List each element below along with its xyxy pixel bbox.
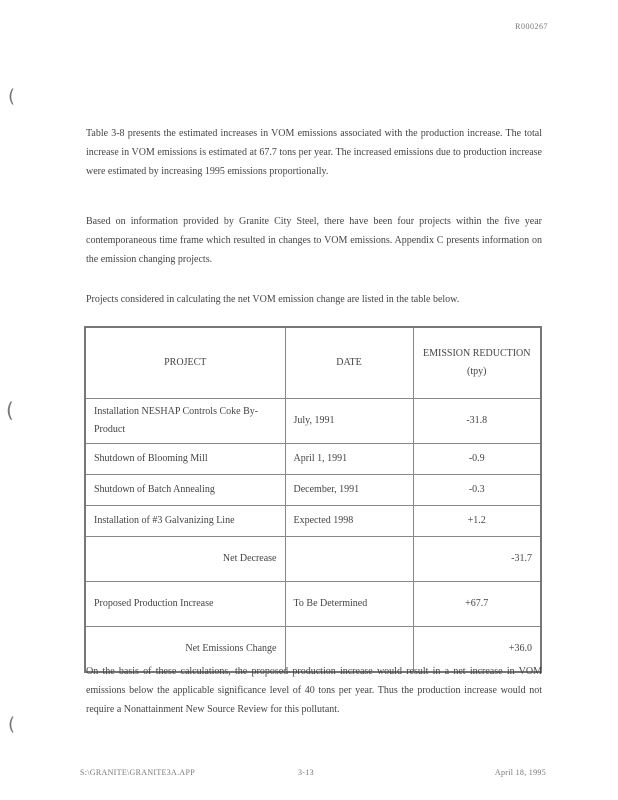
punch-hole-mark: ( xyxy=(6,398,14,422)
cell-emission: +67.7 xyxy=(413,582,541,627)
document-id: R000267 xyxy=(515,22,548,31)
paragraph-projects-info: Based on information provided by Granite City Steel, there have been four projects within the five year contemporaneous time frame which resulted in changes to VOM emissions. Appendix C presents information on the emission changing projects. xyxy=(86,216,542,265)
proposed-increase-row xyxy=(85,582,541,627)
header-emission-reduction: EMISSION REDUCTION (tpy) xyxy=(413,327,541,399)
cell-emission: -0.3 xyxy=(413,475,541,506)
net-decrease-row xyxy=(85,537,541,582)
punch-hole-mark: ( xyxy=(8,86,16,107)
net-change-label: Net Emissions Change xyxy=(85,627,285,673)
header-project: PROJECT xyxy=(85,327,285,399)
cell-date: December, 1991 xyxy=(285,475,413,506)
net-decrease-value: -31.7 xyxy=(413,537,541,582)
footer-page-number: 3-13 xyxy=(298,768,314,777)
table-row xyxy=(85,506,541,537)
paragraph-table-intro: Projects considered in calculating the net VOM emission change are listed in the table below. xyxy=(86,294,460,305)
header-date: DATE xyxy=(285,327,413,399)
cell-emission: +1.2 xyxy=(413,506,541,537)
cell-emission: -31.8 xyxy=(413,399,541,444)
footer-file-path: S:\GRANITE\GRANITE3A.APP xyxy=(80,768,195,777)
cell-project: Shutdown of Blooming Mill xyxy=(85,444,285,475)
cell-date: To Be Determined xyxy=(285,582,413,627)
table-row xyxy=(85,444,541,475)
footer-date: April 18, 1995 xyxy=(494,768,546,777)
net-change-value: +36.0 xyxy=(413,627,541,673)
cell-project: Proposed Production Increase xyxy=(85,582,285,627)
paragraph-conclusion: On the basis of these calculations, the proposed production increase would result in a net increase in VOM emissions below the applicable significance level of 40 tons per year. Thus the production increase would not require a Nonattainment New Source Review for this pollutant. xyxy=(86,666,542,715)
cell-project: Installation of #3 Galvanizing Line xyxy=(85,506,285,537)
net-decrease-label: Net Decrease xyxy=(85,537,285,582)
cell-date: April 1, 1991 xyxy=(285,444,413,475)
table-row xyxy=(85,399,541,444)
cell-project: Installation NESHAP Controls Coke By-Product xyxy=(85,399,285,444)
table-header-row xyxy=(85,327,541,399)
cell-date: July, 1991 xyxy=(285,399,413,444)
cell-emission: -0.9 xyxy=(413,444,541,475)
cell-empty xyxy=(285,537,413,582)
paragraph-emission-increase: Table 3-8 presents the estimated increases in VOM emissions associated with the production increase. The total increase in VOM emissions is estimated at 67.7 tons per year. The increased emissions due to production increase were estimated by increasing 1995 emissions proportionally. xyxy=(86,128,542,177)
punch-hole-mark: ( xyxy=(8,714,16,735)
cell-project: Shutdown of Batch Annealing xyxy=(85,475,285,506)
table-row xyxy=(85,475,541,506)
cell-date: Expected 1998 xyxy=(285,506,413,537)
projects-table xyxy=(84,326,542,673)
